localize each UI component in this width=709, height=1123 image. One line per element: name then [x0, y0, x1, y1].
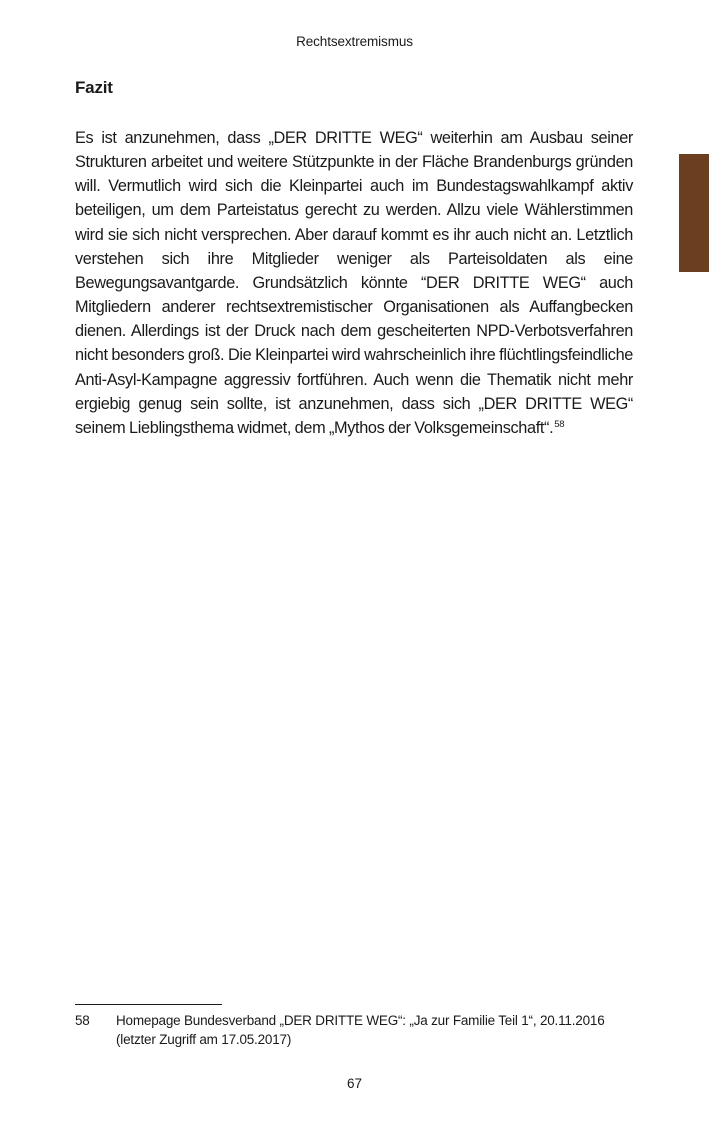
section-heading: Fazit [75, 78, 113, 97]
chapter-thumb-tab [679, 154, 709, 272]
footnote-line-1: Homepage Bundesverband „DER DRITTE WEG“: „Ja zur Familie Teil 1“, 20.11.2016 [116, 1013, 605, 1028]
footnote-line-2: (letzter Zugriff am 17.05.2017) [116, 1032, 292, 1047]
page-number: 67 [346, 1076, 363, 1091]
footnote-text [116, 1011, 635, 1049]
body-paragraph [75, 126, 633, 440]
footnote-number: 58 [75, 1013, 90, 1028]
footnote-reference[interactable]: 58 [554, 418, 565, 430]
footnote-divider [75, 1004, 222, 1005]
running-header: Rechtsextremismus [296, 34, 413, 49]
body-paragraph-text: Es ist anzunehmen, dass „DER DRITTE WEG“ weiterhin am Ausbau seiner Strukturen arbeitet und weitere Stützpunkte in der Fläche Brandenburgs gründen will. Vermutlich wird sich die Kleinpartei auch im Bundestagswahlkampf aktiv beteiligen, um dem Parteistatus gerecht zu werden. Allzu viele Wählerstimmen wird sie sich nicht versprechen. Aber darauf kommt es ihr auch nicht an. Letztlich verstehen sich ihre Mitglieder weniger als Parteisoldaten als eine Bewegungsavantgarde. Grundsätzlich könnte “DER DRITTE WEG“ auch Mitgliedern anderer rechtsextremistischer Organisationen als Auffangbecken dienen. Allerdings ist der Druck nach dem gescheiterten NPD-Verbotsverfahren nicht besonders groß. Die Kleinpartei wird wahrscheinlich ihre flüchtlingsfeindliche Anti-Asyl-Kampagne aggressiv fortführen. Auch wenn die Thematik nicht mehr ergiebig genug sein sollte, ist anzunehmen, dass sich „DER DRITTE WEG“ seinem Lieblingsthema widmet, dem „Mythos der Volksgemeinschaft“. [75, 129, 633, 437]
